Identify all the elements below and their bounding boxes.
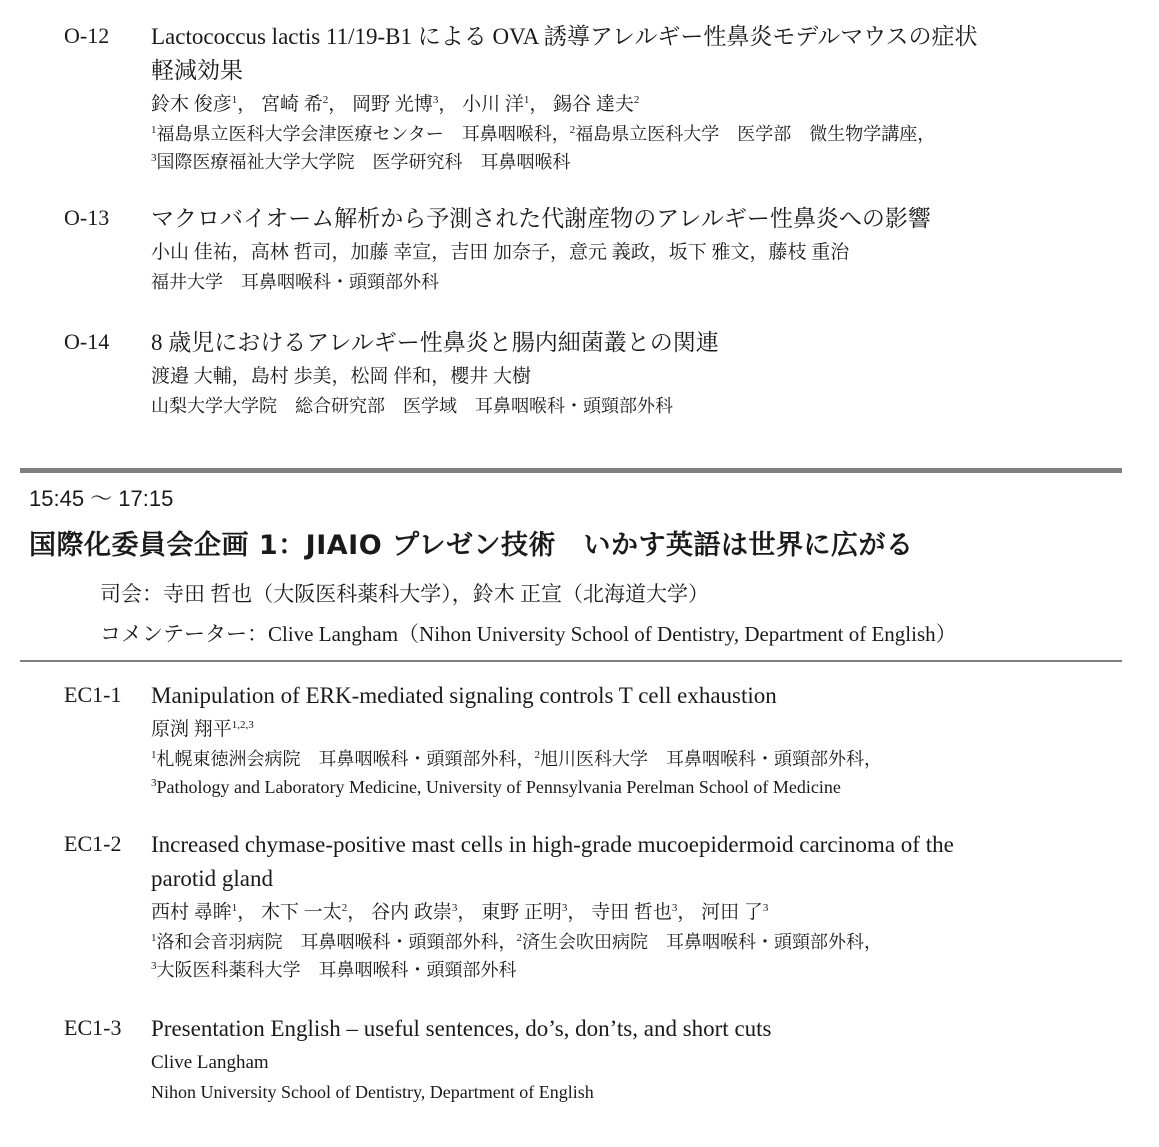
author-name: 東野 正明 xyxy=(481,902,562,923)
session-time: 15:45 ～ 17:15 xyxy=(29,486,174,511)
abstract-title-line: 軽減効果 xyxy=(151,58,243,83)
affiliation-sup: 3 xyxy=(151,960,157,972)
affiliation-sup: 3 xyxy=(151,777,157,789)
affiliation-line xyxy=(151,773,1111,801)
abstract-code: O-12 xyxy=(64,23,110,48)
session-title: 国際化委員会企画 1：JIAIO プレゼン技術 いかす英語は世界に広がる xyxy=(29,530,914,561)
affiliation-line: 福井大学 耳鼻咽喉科・頭頸部外科 xyxy=(151,272,439,292)
author-name: 錫谷 達夫 xyxy=(553,94,634,115)
author-list: 渡邉 大輔，島村 歩美，松岡 伴和，櫻井 大樹 xyxy=(151,366,532,387)
author-sup: 1 xyxy=(523,94,530,106)
author-list: 小山 佳祐，高林 哲司，加藤 幸宣，吉田 加奈子，意元 義政，坂下 雅文，藤枝 重治 xyxy=(151,242,850,263)
abstract-body xyxy=(151,20,1111,176)
author-name: 鈴木 俊彦 xyxy=(151,94,232,115)
author-sup: 3 xyxy=(671,902,678,914)
author-sup: 2 xyxy=(322,94,329,106)
author-list xyxy=(151,715,1111,745)
affiliation-sup: 3 xyxy=(151,152,157,164)
abstract-title xyxy=(151,828,1111,896)
affiliation-line xyxy=(151,956,1111,984)
abstract-code: EC1-3 xyxy=(64,1015,122,1040)
abstract-body xyxy=(151,326,1111,420)
author-list: Clive Langham xyxy=(151,1052,269,1073)
abstract-code: O-14 xyxy=(64,329,110,354)
affiliation-sup: 2 xyxy=(569,124,576,136)
author-sup: 2 xyxy=(633,94,640,106)
author-name: 小川 洋 xyxy=(462,94,524,115)
abstract-title-line: parotid gland xyxy=(151,866,273,891)
author-name: 寺田 哲也 xyxy=(591,902,672,923)
abstract-body xyxy=(151,679,1111,801)
abstract-title: Manipulation of ERK-mediated signaling controls T cell exhaustion xyxy=(151,683,777,708)
affiliation-text: 福島県立医科大学 医学部 微生物学講座， xyxy=(575,124,936,144)
section-divider-thick xyxy=(20,468,1122,473)
author-sup: 3 xyxy=(432,94,439,106)
author-name: 河田 了 xyxy=(701,902,763,923)
affiliation-text: 済生会吹田病院 耳鼻咽喉科・頭頸部外科， xyxy=(522,932,882,952)
author-sup: 3 xyxy=(561,902,568,914)
affiliation-sup: 2 xyxy=(516,932,522,944)
affiliation-line: Nihon University School of Dentistry, Department of English xyxy=(151,1082,594,1102)
affiliation-line xyxy=(151,928,1111,956)
author-list: 西村 尋眸$^1$， 木下 一太$^2$， 谷内 政崇$^3$， 東野 正明$^3$， 寺田 哲也$^3$， 河田 了$^3$ xyxy=(151,902,769,923)
abstract-body xyxy=(151,202,1111,296)
affiliation-text: 札幌東徳洲会病院 耳鼻咽喉科・頭頸部外科， xyxy=(156,749,535,769)
author-list: 鈴木 俊彦$^1$， 宮崎 希$^2$， 岡野 光博$^3$， 小川 洋$^1$， 錫谷 達夫$^2$ xyxy=(151,94,640,115)
author-name: 原渕 翔平 xyxy=(151,719,232,740)
session-chairs: 司会：寺田 哲也（大阪医科薬科大学），鈴木 正宣（北海道大学） xyxy=(100,582,709,606)
abstract-title: 8 歳児におけるアレルギー性鼻炎と腸内細菌叢との関連 xyxy=(151,330,719,355)
affiliation-line xyxy=(151,148,1111,176)
author-sup: 1 xyxy=(231,902,238,914)
author-sup: 1 xyxy=(231,94,238,106)
author-name: 宮崎 希 xyxy=(261,94,323,115)
affiliation-sup: 2 xyxy=(534,749,540,761)
affiliation-line xyxy=(151,120,1111,148)
author-sup: 3 xyxy=(451,902,458,914)
author-sup: 1,2,3 xyxy=(231,719,254,731)
affiliation-text: 国際医療福祉大学大学院 医学研究科 耳鼻咽喉科 xyxy=(156,152,571,172)
affiliation-sup: 1 xyxy=(151,124,157,136)
affiliation-text: 福島県立医科大学会津医療センター 耳鼻咽喉科， xyxy=(156,124,570,144)
affiliation-sup: 1 xyxy=(151,749,157,761)
abstract-code: O-13 xyxy=(64,205,110,230)
abstract-body xyxy=(151,1012,1111,1106)
author-name: 岡野 光博 xyxy=(352,94,433,115)
author-name: 谷内 政崇 xyxy=(371,902,452,923)
affiliation-text: 旭川医科大学 耳鼻咽喉科・頭頸部外科， xyxy=(540,749,882,769)
affiliation-sup: 1 xyxy=(151,932,157,944)
affiliation-line xyxy=(151,745,1111,773)
affiliation-text: Pathology and Laboratory Medicine, University of Pennsylvania Perelman School of Medicine xyxy=(156,777,841,797)
abstract-title: マクロバイオーム解析から予測された代謝産物のアレルギー性鼻炎への影響 xyxy=(151,206,931,231)
abstract-code: EC1-1 xyxy=(64,682,122,707)
abstract-title xyxy=(151,20,1111,88)
abstract-title-line: Increased chymase-positive mast cells in high-grade mucoepidermoid carcinoma of the xyxy=(151,832,954,857)
author-name: 木下 一太 xyxy=(261,902,342,923)
abstract-body xyxy=(151,828,1111,984)
affiliation-text: 大阪医科薬科大学 耳鼻咽喉科・頭頸部外科 xyxy=(156,960,517,980)
affiliation-text: 洛和会音羽病院 耳鼻咽喉科・頭頸部外科， xyxy=(156,932,517,952)
author-sup: 3 xyxy=(762,902,769,914)
abstract-title: Presentation English – useful sentences, do’s, don’ts, and short cuts xyxy=(151,1016,772,1041)
session-commentator: コメンテーター：Clive Langham（Nihon University School of Dentistry, Department of English） xyxy=(100,622,957,646)
abstract-title-line: Lactococcus lactis 11/19-B1 による OVA 誘導アレルギー性鼻炎モデルマウスの症状 xyxy=(151,24,978,49)
section-divider-thin xyxy=(20,660,1122,662)
abstract-code: EC1-2 xyxy=(64,831,122,856)
affiliation-line: 山梨大学大学院 総合研究部 医学域 耳鼻咽喉科・頭頸部外科 xyxy=(151,396,673,416)
author-name: 西村 尋眸 xyxy=(151,902,232,923)
author-sup: 2 xyxy=(341,902,348,914)
